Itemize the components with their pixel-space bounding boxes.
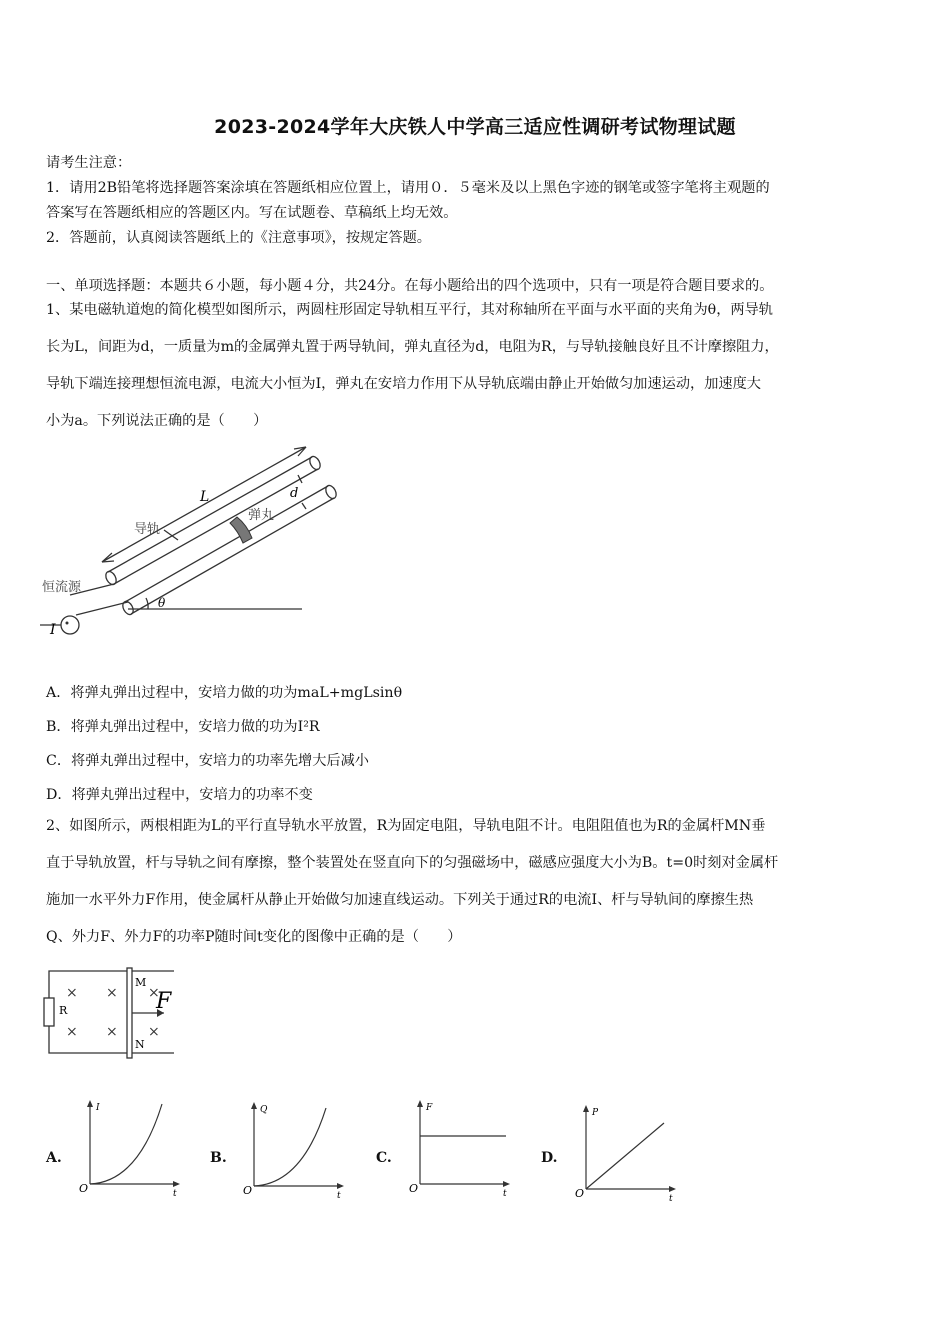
section-heading: 一、单项选择题：本题共６小题，每小题４分，共24分。在每小题给出的四个选项中，只有一项是符合题目要求的。 <box>46 278 774 294</box>
q1-line-4: 小为a。下列说法正确的是（ ） <box>46 413 268 429</box>
q1-line-1: 1、某电磁轨道炮的简化模型如图所示，两圆柱形固定导轨相互平行，其对称轴所在平面与水平面的夹角为θ，两导轨 <box>46 302 773 318</box>
graph-a <box>76 1098 186 1198</box>
graph-a-origin: O <box>79 1182 89 1195</box>
graph-c-xlabel: t <box>503 1189 507 1198</box>
page-title: 2023-2024学年大庆铁人中学高三适应性调研考试物理试题 <box>214 116 736 138</box>
q2-line-4: Q、外力F、外力F的功率P随时间t变化的图像中正确的是（ ） <box>46 929 462 945</box>
q1-line-3: 导轨下端连接理想恒流电源，电流大小恒为I，弹丸在安培力作用下从导轨底端由静止开始做匀加速运动，加速度大 <box>46 376 761 392</box>
notice-heading: 请考生注意： <box>46 155 132 171</box>
graph-d-origin: O <box>575 1187 585 1200</box>
notice-line-2: 答案写在答题纸相应的答题区内。写在试题卷、草稿纸上均无效。 <box>46 205 458 221</box>
graph-c <box>406 1098 516 1198</box>
q1-option-d: D．将弹丸弹出过程中，安培力的功率不变 <box>46 787 313 803</box>
q2-option-b-label: B. <box>210 1150 227 1166</box>
graph-a-ylabel: I <box>96 1103 100 1113</box>
notice-line-1: 1．请用2B铅笔将选择题答案涂填在答题纸相应位置上，请用０．５毫米及以上黑色字迹的钢笔或签字笔将主观题的 <box>46 180 770 196</box>
notice-line-3: 2．答题前，认真阅读答题纸上的《注意事项》，按规定答题。 <box>46 230 431 246</box>
label-d: d <box>290 486 299 501</box>
railgun-figure <box>40 445 340 650</box>
field-cross: × <box>66 985 78 1001</box>
graph-b-ylabel: Q <box>260 1105 268 1115</box>
label-L: L <box>200 489 210 505</box>
graph-c-ylabel: F <box>426 1103 433 1113</box>
q2-option-a-label: A. <box>46 1150 62 1166</box>
graph-b <box>240 1100 350 1200</box>
label-projectile: 弹丸 <box>248 508 275 523</box>
q1-option-b: B．将弹丸弹出过程中，安培力做的功为I²R <box>46 719 320 735</box>
graph-a-xlabel: t <box>173 1189 177 1198</box>
label-I: I <box>50 622 56 638</box>
graph-c-origin: O <box>409 1182 419 1195</box>
label-theta: θ <box>158 596 166 610</box>
label-rail: 导轨 <box>134 522 161 537</box>
q2-option-d-label: D. <box>541 1150 558 1166</box>
graph-d-ylabel: P <box>592 1108 599 1118</box>
graph-d <box>572 1103 682 1203</box>
field-cross: × <box>106 1024 118 1040</box>
field-cross: × <box>148 985 160 1001</box>
graph-b-origin: O <box>243 1184 253 1197</box>
field-cross: × <box>66 1024 78 1040</box>
q2-line-1: 2、如图所示，两根相距为L的平行直导轨水平放置，R为固定电阻，导轨电阻不计。电阻阻值也为R的金属杆MN垂 <box>46 818 766 834</box>
graph-b-xlabel: t <box>337 1191 341 1200</box>
label-F: F <box>156 989 172 1014</box>
label-M: M <box>135 976 147 989</box>
label-R: R <box>59 1004 68 1017</box>
label-current-source: 恒流源 <box>42 580 82 595</box>
graph-d-xlabel: t <box>669 1194 673 1203</box>
label-N: N <box>135 1038 145 1051</box>
field-cross: × <box>106 985 118 1001</box>
q2-line-2: 直于导轨放置，杆与导轨之间有摩擦，整个装置处在竖直向下的匀强磁场中，磁感应强度大小为B。t=0时刻对金属杆 <box>46 855 779 871</box>
circuit-figure <box>40 966 190 1061</box>
q1-option-a: A．将弹丸弹出过程中，安培力做的功为maL+mgLsinθ <box>46 685 403 701</box>
q1-option-c: C．将弹丸弹出过程中，安培力的功率先增大后减小 <box>46 753 369 769</box>
q2-option-c-label: C. <box>376 1150 392 1166</box>
field-cross: × <box>148 1024 160 1040</box>
q1-line-2: 长为L，间距为d，一质量为m的金属弹丸置于两导轨间，弹丸直径为d，电阻为R，与导轨接触良好且不计摩擦阻力， <box>46 339 779 355</box>
q2-line-3: 施加一水平外力F作用，使金属杆从静止开始做匀加速直线运动。下列关于通过R的电流I、杆与导轨间的摩擦生热 <box>46 892 754 908</box>
